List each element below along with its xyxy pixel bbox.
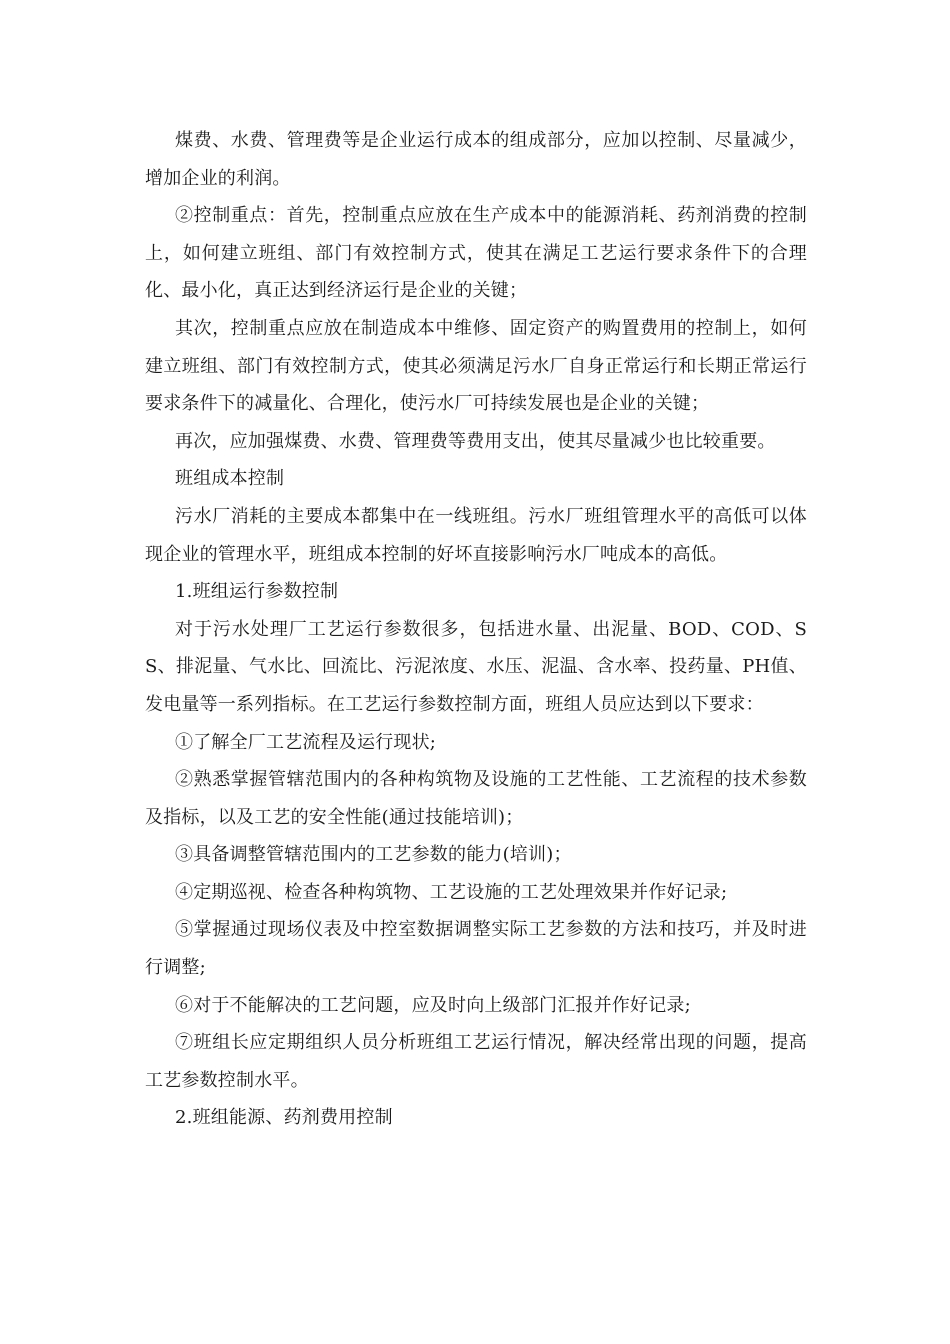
list-item-4: ④定期巡视、检查各种构筑物、工艺设施的工艺处理效果并作好记录; [175,881,728,903]
subheading-energy-chemical-cost: 2.班组能源、药剂费用控制 [175,1107,393,1129]
list-item-6: ⑥对于不能解决的工艺问题，应及时向上级部门汇报并作好记录; [175,994,691,1016]
paragraph-secondly: 其次，控制重点应放在制造成本中维修、固定资产的购置费用的控制上，如何建立班组、部门有效控制方式，使其必须满足污水厂自身正常运行和长期正常运行要求条件下的减量化、合理化，使污水厂可持续发展也是企业的关键； [145,317,807,415]
paragraph-cost-components: 煤费、水费、管理费等是企业运行成本的组成部分，应加以控制、尽量减少，增加企业的利润。 [145,130,807,189]
paragraph-thirdly: 再次，应加强煤费、水费、管理费等费用支出，使其尽量减少也比较重要。 [175,430,776,452]
paragraph-control-focus: ②控制重点：首先，控制重点应放在生产成本中的能源消耗、药剂消费的控制上，如何建立班组、部门有效控制方式，使其在满足工艺运行要求条件下的合理化、最小化，真正达到经济运行是企业的关键； [145,205,807,302]
paragraph-run-parameters: 对于污水处理厂工艺运行参数很多，包括进水量、出泥量、BOD、COD、SS、排泥量、气水比、回流比、污泥浓度、水压、泥温、含水率、投药量、PH值、发电量等一系列指标。在工艺运行参数控制方面，班组人员应达到以下要求： [145,618,807,715]
paragraph-team-cost-intro: 污水厂消耗的主要成本都集中在一线班组。污水厂班组管理水平的高低可以体现企业的管理水平，班组成本控制的好坏直接影响污水厂吨成本的高低。 [145,505,807,565]
list-item-1: ①了解全厂工艺流程及运行现状; [175,731,437,753]
list-item-2: ②熟悉掌握管辖范围内的各种构筑物及设施的工艺性能、工艺流程的技术参数及指标，以及工艺的安全性能(通过技能培训)； [145,769,807,828]
list-item-7: ⑦班组长应定期组织人员分析班组工艺运行情况，解决经常出现的问题，提高工艺参数控制水平。 [145,1032,807,1091]
document-page [145,122,807,1137]
subheading-run-parameter-control: 1.班组运行参数控制 [175,581,339,603]
list-item-5: ⑤掌握通过现场仪表及中控室数据调整实际工艺参数的方法和技巧，并及时进行调整; [145,919,807,979]
list-item-3: ③具备调整管辖范围内的工艺参数的能力(培训)； [175,844,572,866]
section-heading-team-cost-control: 班组成本控制 [175,468,285,490]
